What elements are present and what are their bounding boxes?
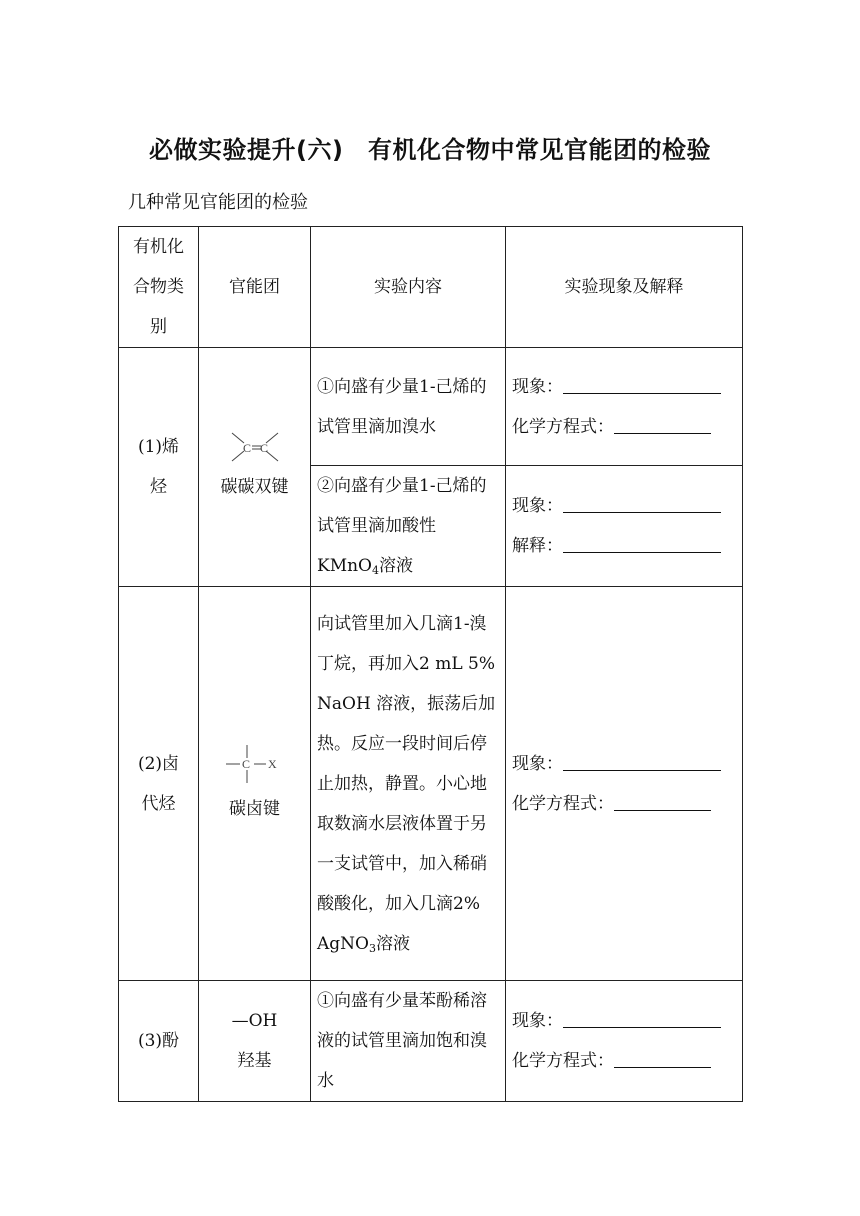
header-result: 实验现象及解释 bbox=[506, 227, 743, 348]
answer-blank[interactable] bbox=[563, 492, 721, 513]
group-formula-phenol: —OH bbox=[231, 1011, 278, 1031]
category-phenol: (3)酚 bbox=[119, 981, 199, 1102]
group-name-alkene: 碳碳双键 bbox=[220, 477, 289, 497]
functional-group-table bbox=[118, 226, 743, 1102]
group-alkene bbox=[199, 348, 311, 587]
header-category: 有机化合物类别 bbox=[119, 227, 199, 348]
group-name-haloalkane: 碳卤键 bbox=[229, 798, 280, 819]
answer-blank[interactable] bbox=[563, 373, 721, 394]
exp-phenol: ①向盛有少量苯酚稀溶液的试管里滴加饱和溴水 bbox=[311, 981, 506, 1102]
double-bond-structure-icon bbox=[220, 427, 290, 467]
exp-alkene-1: ①向盛有少量1-己烯的试管里滴加溴水 bbox=[311, 348, 506, 466]
answer-blank[interactable] bbox=[614, 790, 711, 811]
answer-blank[interactable] bbox=[614, 413, 711, 434]
carbon-halogen-structure-icon bbox=[220, 739, 290, 789]
page-title: 必做实验提升(六) 有机化合物中常见官能团的检验 bbox=[149, 136, 711, 164]
category-alkene: (1)烯烃 bbox=[119, 348, 199, 587]
svg-text:C: C bbox=[259, 441, 268, 455]
answer-blank[interactable] bbox=[563, 532, 721, 553]
exp-alkene-2: ②向盛有少量1-己烯的试管里滴加酸性 KMnO$_4$溶液 bbox=[311, 466, 506, 587]
section-subtitle: 几种常见官能团的检验 bbox=[128, 192, 308, 213]
svg-text:X: X bbox=[267, 756, 277, 771]
result-alkene-2: 现象： 解释： bbox=[506, 466, 743, 587]
result-alkene-1: 现象： 化学方程式： bbox=[506, 348, 743, 466]
answer-blank[interactable] bbox=[563, 750, 721, 771]
result-haloalkane: 现象： 化学方程式： bbox=[506, 587, 743, 981]
svg-text:C: C bbox=[241, 756, 250, 771]
result-phenol: 现象： 化学方程式： bbox=[506, 981, 743, 1102]
table-row bbox=[119, 348, 743, 466]
header-row bbox=[119, 227, 743, 348]
category-haloalkane: (2)卤代烃 bbox=[119, 587, 199, 981]
group-name-phenol: 羟基 bbox=[237, 1051, 272, 1071]
exp-haloalkane: 向试管里加入几滴1-溴丁烷，再加入2 mL 5% NaOH 溶液，振荡后加热。反应一段时间后停止加热，静置。小心地取数滴水层液体置于另一支试管中，加入稀硝酸酸化，加入几滴2% AgNO$_3$溶液 bbox=[311, 587, 506, 981]
answer-blank[interactable] bbox=[614, 1047, 711, 1068]
header-group: 官能团 bbox=[199, 227, 311, 348]
answer-blank[interactable] bbox=[563, 1007, 721, 1028]
header-content: 实验内容 bbox=[311, 227, 506, 348]
svg-text:C: C bbox=[242, 441, 251, 455]
group-haloalkane bbox=[199, 587, 311, 981]
group-phenol bbox=[199, 981, 311, 1102]
table-row bbox=[119, 587, 743, 981]
table-row bbox=[119, 981, 743, 1102]
